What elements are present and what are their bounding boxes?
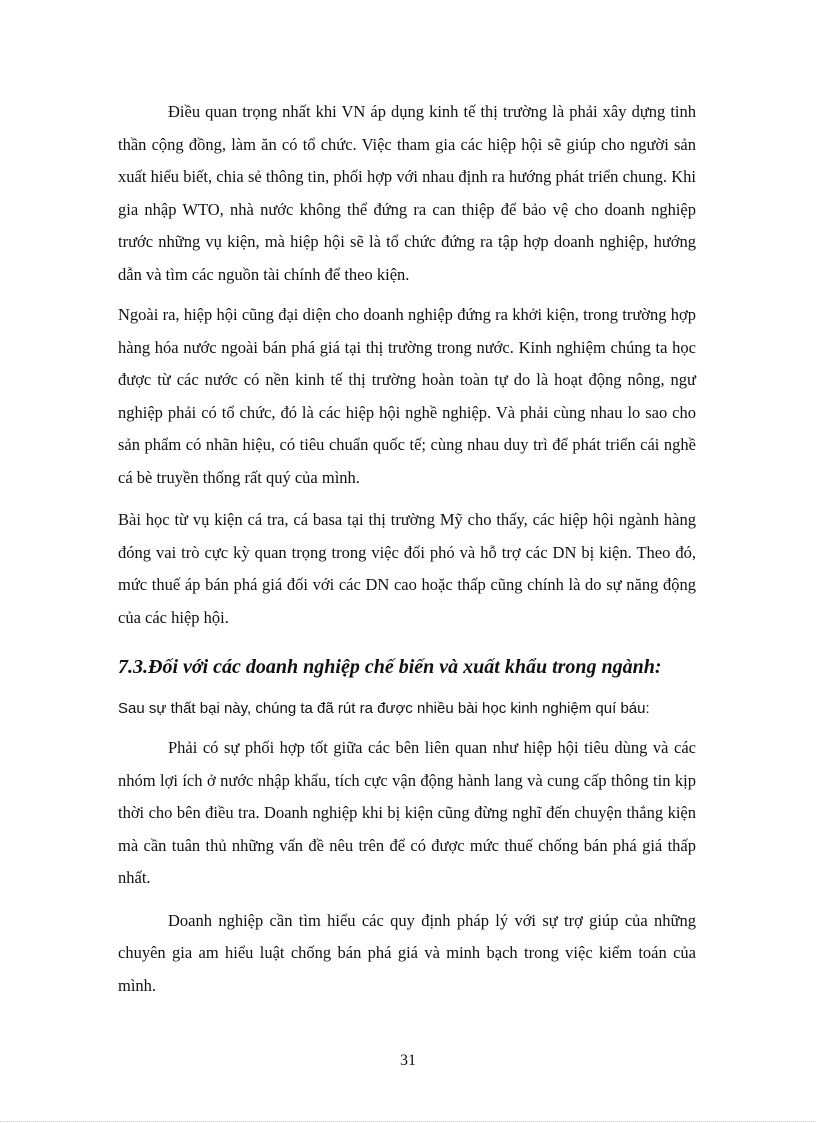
paragraph-legal-advice: Doanh nghiệp cần tìm hiểu các quy định pháp lý với sự trợ giúp của những chuyên gia am hiểu luật chống bán phá giá và minh bạch trong việc kiểm toán của mình. xyxy=(118,910,696,995)
section-lead-sentence: Sau sự thất bại này, chúng ta đã rút ra được nhiều bài học kinh nghiệm quí báu: xyxy=(118,700,650,717)
paragraph-association-lawsuits: Ngoài ra, hiệp hội cũng đại diện cho doanh nghiệp đứng ra khởi kiện, trong trường hợp hàng hóa nước ngoài bán phá giá tại thị trường trong nước. Kinh nghiệm chúng ta học được từ các nước có nền kinh tế thị trường hoàn toàn tự do là hoạt động nông, ngư nghiệp phải có tổ chức, đó là các hiệp hội nghề nghiệp. Và phải cùng nhau lo sao cho sản phẩm có nhãn hiệu, có tiêu chuẩn quốc tế; cùng nhau duy trì để phát triển cái nghề cá bè truyền thống rất quý của mình. xyxy=(118,305,696,487)
page-bottom-divider xyxy=(0,1121,816,1122)
page-body xyxy=(118,96,696,1002)
section-heading: 7.3.Đối với các doanh nghiệp chế biến và xuất khẩu trong ngành: xyxy=(118,656,662,678)
paragraph-catfish-lesson: Bài học từ vụ kiện cá tra, cá basa tại thị trường Mỹ cho thấy, các hiệp hội ngành hàng đóng vai trò cực kỳ quan trọng trong việc đối phó và hỗ trợ các DN bị kiện. Theo đó, mức thuế áp bán phá giá đối với các DN cao hoặc thấp cũng chính là do sự năng động của các hiệp hội. xyxy=(118,510,696,627)
page-number: 31 xyxy=(400,1052,416,1069)
paragraph-community-spirit: Điều quan trọng nhất khi VN áp dụng kinh tế thị trường là phải xây dựng tinh thần cộng đồng, làm ăn có tổ chức. Việc tham gia các hiệp hội sẽ giúp cho người sản xuất hiểu biết, chia sẻ thông tin, phối hợp với nhau định ra hướng phát triển chung. Khi gia nhập WTO, nhà nước không thể đứng ra can thiệp để bảo vệ cho doanh nghiệp trước những vụ kiện, mà hiệp hội sẽ là tổ chức đứng ra tập hợp doanh nghiệp, hướng dẫn và tìm các nguồn tài chính để theo kiện. xyxy=(118,102,696,284)
paragraph-coordination: Phải có sự phối hợp tốt giữa các bên liên quan như hiệp hội tiêu dùng và các nhóm lợi ích ở nước nhập khẩu, tích cực vận động hành lang và cung cấp thông tin kịp thời cho bên điều tra. Doanh nghiệp khi bị kiện cũng đừng nghĩ đến chuyện thắng kiện mà cần tuân thủ những vấn đề nêu trên để có được mức thuế chống bán phá giá thấp nhất. xyxy=(118,738,696,887)
